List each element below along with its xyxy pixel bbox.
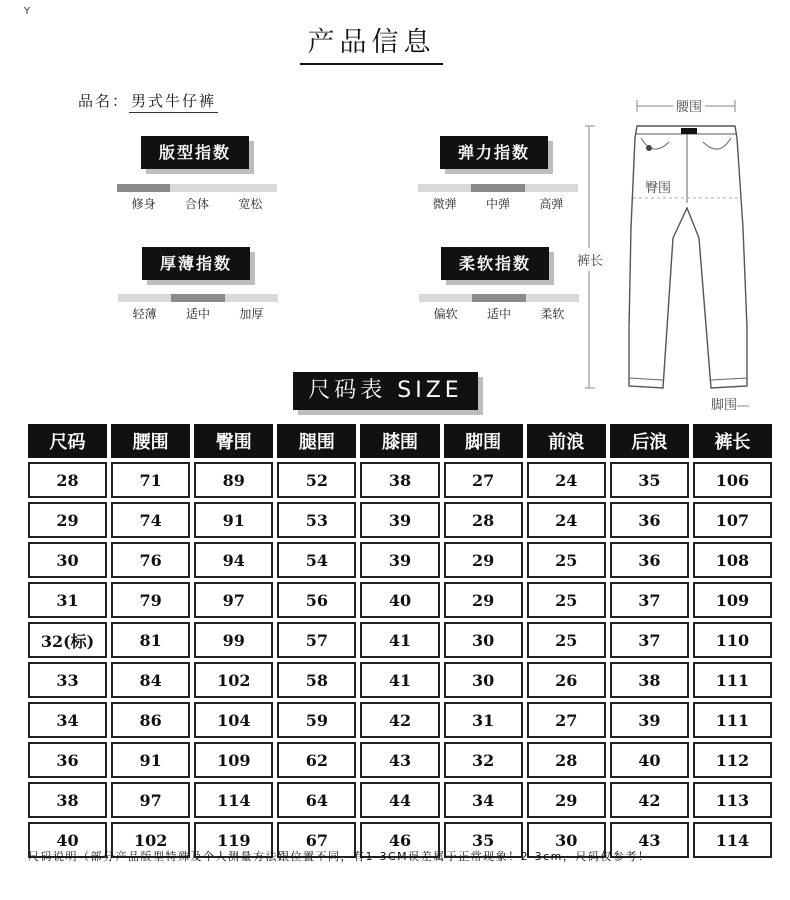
table-cell: 41 [360,662,439,698]
index-scale-labels [419,305,579,322]
index-scale-bar [418,184,578,192]
table-cell: 25 [527,622,606,658]
table-cell: 81 [111,622,190,658]
scale-segment [471,184,524,192]
scale-option: 轻薄 [132,307,157,321]
table-cell: 59 [277,702,356,738]
scale-segment [526,294,579,302]
table-cell: 35 [444,822,523,858]
scale-segment [418,184,471,192]
index-thickness [118,247,278,322]
table-cell: 97 [111,782,190,818]
table-cell: 44 [360,782,439,818]
table-cell: 99 [194,622,273,658]
index-scale-bar [419,294,579,302]
table-cell: 86 [111,702,190,738]
table-cell: 29 [527,782,606,818]
table-cell: 30 [444,662,523,698]
product-name-row [78,90,218,113]
table-cell: 28 [28,462,107,498]
table-cell: 74 [111,502,190,538]
table-cell: 71 [111,462,190,498]
table-cell: 40 [360,582,439,618]
scale-segment [419,294,472,302]
hem-label: 脚围 [711,394,737,413]
table-cell: 27 [527,702,606,738]
table-cell: 109 [194,742,273,778]
size-table [24,420,776,862]
table-cell: 114 [194,782,273,818]
column-header: 裤长 [693,424,772,458]
table-cell: 43 [610,822,689,858]
table-cell: 37 [610,622,689,658]
table-cell: 29 [28,502,107,538]
table-cell: 112 [693,742,772,778]
size-table-title: 尺码表 SIZE [293,372,478,410]
table-cell: 36 [610,502,689,538]
scale-segment [170,184,223,192]
table-cell: 39 [360,542,439,578]
table-cell: 27 [444,462,523,498]
scale-segment [224,184,277,192]
table-cell: 30 [444,622,523,658]
column-header: 后浪 [610,424,689,458]
table-cell: 38 [610,662,689,698]
table-cell: 24 [527,502,606,538]
index-scale-labels [118,305,278,322]
table-cell: 102 [111,822,190,858]
table-cell: 111 [693,662,772,698]
table-cell: 84 [111,662,190,698]
table-cell: 38 [360,462,439,498]
scale-option: 微弹 [432,197,457,211]
column-header: 臀围 [194,424,273,458]
table-cell: 26 [527,662,606,698]
index-title: 柔软指数 [441,247,549,280]
table-row [28,582,772,618]
scale-segment [117,184,170,192]
table-cell: 40 [610,742,689,778]
scale-option: 适中 [486,307,511,321]
table-row [28,782,772,818]
table-cell: 110 [693,622,772,658]
table-cell: 42 [610,782,689,818]
index-fit [117,136,277,212]
table-cell: 32 [444,742,523,778]
table-cell: 28 [444,502,523,538]
table-cell: 42 [360,702,439,738]
table-cell: 46 [360,822,439,858]
table-cell: 76 [111,542,190,578]
table-cell: 114 [693,822,772,858]
table-cell: 119 [194,822,273,858]
table-cell: 34 [28,702,107,738]
table-cell: 57 [277,622,356,658]
pants-measurement-diagram [577,88,780,418]
column-header: 腰围 [111,424,190,458]
table-cell: 104 [194,702,273,738]
scale-option: 偏软 [433,307,458,321]
table-cell: 32(标) [28,622,107,658]
table-cell: 31 [28,582,107,618]
scale-segment [118,294,171,302]
table-cell: 97 [194,582,273,618]
size-table-header-row [28,424,772,458]
table-cell: 64 [277,782,356,818]
table-cell: 35 [610,462,689,498]
scale-option: 宽松 [238,197,263,211]
scale-segment [171,294,224,302]
index-title: 弹力指数 [440,136,548,169]
table-cell: 24 [527,462,606,498]
table-cell: 33 [28,662,107,698]
index-title: 厚薄指数 [142,247,250,280]
scale-option: 修身 [131,197,156,211]
length-label: 裤长 [577,248,603,271]
table-cell: 111 [693,702,772,738]
table-cell: 67 [277,822,356,858]
scale-segment [472,294,525,302]
table-row [28,542,772,578]
index-scale-bar [118,294,278,302]
table-row [28,702,772,738]
index-scale-labels [117,195,277,212]
table-cell: 29 [444,582,523,618]
hip-label: 臀围 [645,181,672,196]
table-cell: 40 [28,822,107,858]
table-cell: 106 [693,462,772,498]
scale-option: 高弹 [539,197,564,211]
scale-segment [525,184,578,192]
column-header: 前浪 [527,424,606,458]
pants-illustration [585,88,780,418]
index-elasticity [418,136,578,212]
table-cell: 30 [28,542,107,578]
table-cell: 62 [277,742,356,778]
table-row [28,662,772,698]
table-cell: 36 [28,742,107,778]
table-cell: 30 [527,822,606,858]
column-header: 膝围 [360,424,439,458]
scale-option: 加厚 [239,307,264,321]
table-cell: 89 [194,462,273,498]
table-cell: 25 [527,582,606,618]
size-footnote: 尺码说明（部分产品版型特殊及个人测量方法跟位置不同，有1-3CM误差属于正常现象！2-3cm，尺码仅参考！ [28,850,651,863]
table-cell: 94 [194,542,273,578]
table-cell: 43 [360,742,439,778]
corner-mark: Y [24,6,31,17]
index-title: 版型指数 [141,136,249,169]
column-header: 尺码 [28,424,107,458]
scale-option: 合体 [184,197,209,211]
size-table-body [28,462,772,858]
table-cell: 107 [693,502,772,538]
table-row [28,622,772,658]
table-cell: 102 [194,662,273,698]
table-cell: 79 [111,582,190,618]
table-cell: 39 [360,502,439,538]
table-cell: 39 [610,702,689,738]
table-cell: 25 [527,542,606,578]
index-softness [419,247,579,322]
table-cell: 31 [444,702,523,738]
table-cell: 34 [444,782,523,818]
table-cell: 58 [277,662,356,698]
product-name-value: 男式牛仔裤 [129,90,218,113]
table-cell: 113 [693,782,772,818]
table-cell: 91 [194,502,273,538]
scale-option: 适中 [185,307,210,321]
table-cell: 37 [610,582,689,618]
table-row [28,502,772,538]
scale-option: 中弹 [485,197,510,211]
table-cell: 108 [693,542,772,578]
table-cell: 91 [111,742,190,778]
table-cell: 54 [277,542,356,578]
waist-label: 腰围 [673,96,705,115]
column-header: 腿围 [277,424,356,458]
scale-option: 柔软 [540,307,565,321]
table-row [28,462,772,498]
table-cell: 28 [527,742,606,778]
table-row [28,742,772,778]
table-cell: 56 [277,582,356,618]
table-cell: 109 [693,582,772,618]
table-cell: 29 [444,542,523,578]
table-cell: 52 [277,462,356,498]
table-cell: 38 [28,782,107,818]
table-cell: 53 [277,502,356,538]
index-scale-labels [418,195,578,212]
page-title: 产品信息 [300,20,443,65]
table-cell: 41 [360,622,439,658]
index-scale-bar [117,184,277,192]
table-cell: 36 [610,542,689,578]
scale-segment [225,294,278,302]
product-name-label: 品名： [78,92,130,110]
column-header: 脚围 [444,424,523,458]
